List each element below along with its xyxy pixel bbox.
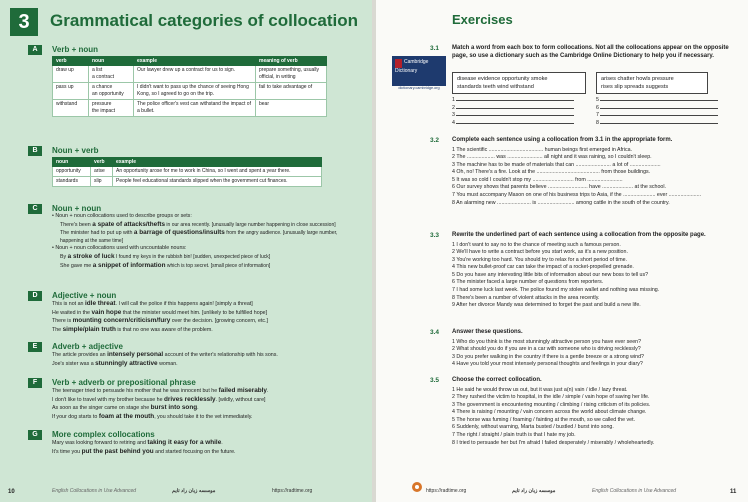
list-item: 7 I had some luck last week. The police found my stolen wallet and nothing was missing. bbox=[452, 287, 660, 294]
section-title-g: More complex collocations bbox=[52, 430, 155, 439]
section-badge-b: B bbox=[28, 146, 42, 156]
table-cell: standards bbox=[53, 177, 91, 187]
example-sentence: She gave me a snippet of information which is top secret. [small piece of information] bbox=[60, 261, 271, 269]
answer-blank[interactable]: 6 bbox=[596, 105, 736, 113]
col-header: example bbox=[134, 57, 256, 66]
section-title-c: Noun + noun bbox=[52, 204, 102, 213]
answer-blank[interactable]: 2 bbox=[452, 105, 592, 113]
list-item: 2 They rushed the victim to hospital, in the idle / simple / vain hope of saving her life. bbox=[452, 394, 650, 401]
table-cell: withstand bbox=[53, 100, 89, 117]
list-item: 9 After her divorce Mandy was determined to forget the past and build a new life. bbox=[452, 302, 641, 309]
table-cell: An opportunity arose for me to work in China, so I went and spent a year there. bbox=[113, 167, 322, 177]
table-cell: opportunity bbox=[53, 167, 91, 177]
shield-icon bbox=[395, 59, 402, 68]
exercise-3-3: Rewrite the underlined part of each sentence using a collocation from the opposite page. 1 I don't want to say no to the chance of meeting such a famous person. 2 We'll have to write a contract before you start work, as it's a new position. 3 You're working too hard. You should try to relax for a short period of time. 4 This new bullet-proof car can take the impact of a rocket-propelled grenade. 5 Do you have any interesting little bits of information about our new boss to tell us? 6 The minister faced a large number of questions from reporters. 7 I had some luck last week. The police found my stolen wallet and nothing was missing. 8 There's been a number of violent attacks in the area recently. 9 After her divorce Mandy was determined to forget the past and build a new life. bbox=[452, 232, 742, 310]
example-sentence: The article provides an intensely personal account of the writer's relationship with his sons. bbox=[52, 351, 278, 358]
radtime-logo-icon bbox=[412, 482, 422, 492]
table-cell: draw up bbox=[53, 66, 89, 83]
list-item: 4 This new bullet-proof car can take the impact of a rocket-propelled grenade. bbox=[452, 264, 634, 271]
exercise-3-2: Complete each sentence using a collocation from 3.1 in the appropriate form. 1 The scientific ..................................... human beings first emerged in Africa. 2 The ................... was ........................ all night and it was raining, so I couldn't sleep. 3 The machine has to be made of materials that can ........................ a lot of ..................... 4 Oh, no! There's a fire. Look at the ........................................... from those buildings. 5 It was so cold I couldn't stop my ............................ from ........................ 6 Our survey shows that parents believe ........................... have ..................... at the school. 7 You must accompany Mason on one of his business trips to Asia, if the ...................... ever ...................... 8 An alarming new ....................... is ......................... among cattle in the south of the country. bbox=[452, 137, 742, 207]
example-sentence: Mary was looking forward to retiring and taking it easy for a while. bbox=[52, 439, 223, 446]
list-item: 4 Have you told your most intensely personal thoughts and feelings in your diary? bbox=[452, 361, 643, 368]
exercises-title: Exercises bbox=[452, 12, 513, 27]
section-badge-e: E bbox=[28, 342, 42, 352]
example-sentence: He waited in the vain hope that the minister would meet him. [unlikely to be fulfilled hope] bbox=[52, 308, 268, 316]
exercise-3-1-instructions: Match a word from each box to form collocations. Not all the collocations appear on the opposite page, so use a dictionary such as the Cambridge Online Dictionary to help you if necessary. bbox=[452, 45, 729, 59]
table-cell: Our lawyer drew up a contract for us to sign. bbox=[134, 66, 256, 83]
col-header: noun bbox=[89, 57, 134, 66]
section-title-a: Verb + noun bbox=[52, 45, 99, 54]
exercise-number: 3.5 bbox=[430, 377, 440, 384]
footer-publisher: موسسه زبان راد تایم bbox=[512, 488, 556, 494]
list-item: 6 Our survey shows that parents believe ........................... have ..................... at the school. bbox=[452, 184, 667, 191]
footer-book-title: English Collocations in Use Advanced bbox=[592, 488, 677, 494]
exercise-number: 3.3 bbox=[430, 232, 440, 239]
list-item: 1 Who do you think is the most stunningly attractive person you have ever seen? bbox=[452, 338, 642, 345]
table-cell: pressure the impact bbox=[89, 100, 134, 117]
answer-blank[interactable]: 8 bbox=[596, 120, 736, 128]
chapter-title: Grammatical categories of collocation bbox=[50, 11, 358, 30]
section-badge-g: G bbox=[28, 430, 42, 440]
table-row bbox=[53, 100, 327, 117]
section-title-e: Adverb + adjective bbox=[52, 342, 123, 351]
table-cell: The police officer's vest can withstand the impact of a bullet. bbox=[134, 100, 256, 117]
section-body-g bbox=[52, 439, 362, 456]
example-sentence: It's time you put the past behind you and started focusing on the future. bbox=[52, 447, 236, 455]
list-item: 7 You must accompany Mason on one of his business trips to Asia, if the ...................... ever ...................... bbox=[452, 192, 702, 199]
dictionary-url[interactable]: dictionary.cambridge.org bbox=[398, 86, 440, 90]
example-sentence: The minister had to put up with a barrage of questions/insults from the angry audience. [unusually large number, happening at the same time] bbox=[60, 229, 338, 244]
section-body-f bbox=[52, 387, 362, 421]
example-sentence: By a stroke of luck I found my keys in the rubbish bin! [sudden, unexpected piece of luck] bbox=[60, 252, 271, 260]
list-item: 5 The horse was fuming / foaming / fainting at the mouth, so we called the vet. bbox=[452, 416, 636, 423]
table-cell: arise bbox=[91, 167, 113, 177]
col-header: example bbox=[113, 158, 322, 167]
list-item: 6 Suddenly, without warning, Marta busted / bustled / burst into song. bbox=[452, 424, 614, 431]
section-body-e bbox=[52, 351, 362, 368]
table-row bbox=[53, 167, 322, 177]
example-sentence: The simple/plain truth is that no one was aware of the problem. bbox=[52, 325, 213, 333]
list-item: 2 We'll have to write a contract before you start work, as it's a new position. bbox=[452, 249, 628, 256]
section-body-c bbox=[52, 213, 362, 270]
example-sentence: I don't like to travel with my brother because he drives recklessly. [wildly, without care] bbox=[52, 395, 266, 403]
list-item: 7 The right / straight / plain truth is that I hate my job. bbox=[452, 432, 576, 439]
list-item: 1 The scientific ..................................... human beings first emerged in Africa. bbox=[452, 146, 633, 153]
footer-book-title: English Collocations in Use Advanced bbox=[52, 488, 137, 494]
list-item: 5 It was so cold I couldn't stop my ............................ from ........................ bbox=[452, 176, 623, 183]
list-item: 1 He said he would throw us out, but it was just a(n) vain / idle / lazy threat. bbox=[452, 386, 628, 393]
table-cell: People feel educational standards slipped when the government cut finances. bbox=[113, 177, 322, 187]
example-sentence: As soon as the singer came on stage she burst into song. bbox=[52, 404, 199, 412]
answer-blanks-right bbox=[596, 97, 736, 127]
table-cell: slip bbox=[91, 177, 113, 187]
table-cell: fail to take advantage of bbox=[256, 83, 327, 100]
list-item: 8 I tried to persuade her but I'm afraid I failed desperately / miserably / wholeheartedly. bbox=[452, 439, 655, 446]
table-row bbox=[53, 66, 327, 83]
table-row bbox=[53, 83, 327, 100]
exercise-number: 3.4 bbox=[430, 329, 440, 336]
section-badge-d: D bbox=[28, 291, 42, 301]
answer-blank[interactable]: 3 bbox=[452, 112, 592, 120]
table-cell: a chance an opportunity bbox=[89, 83, 134, 100]
section-badge-c: C bbox=[28, 204, 42, 214]
table-cell: a list a contract bbox=[89, 66, 134, 83]
table-row bbox=[53, 177, 322, 187]
example-sentence: If your dog starts to foam at the mouth, you should take it to the vet immediately. bbox=[52, 412, 253, 420]
col-header: meaning of verb bbox=[256, 57, 327, 66]
verb-noun-table bbox=[52, 56, 327, 117]
table-cell: pass up bbox=[53, 83, 89, 100]
col-header: noun bbox=[53, 158, 91, 167]
list-item: 4 There is raising / mounting / vain concern across the world about climate change. bbox=[452, 409, 647, 416]
list-item: 8 An alarming new ....................... is ......................... among cattle in the south of the country. bbox=[452, 199, 670, 206]
page-number-right: 11 bbox=[730, 489, 737, 495]
exercise-number: 3.2 bbox=[430, 137, 440, 144]
footer-publisher: موسسه زبان راد تایم bbox=[172, 488, 216, 494]
col-header: verb bbox=[53, 57, 89, 66]
table-cell: I didn't want to pass up the chance of seeing Hong Kong, so I agreed to go on the trip. bbox=[134, 83, 256, 100]
exercise-number: 3.1 bbox=[430, 45, 440, 52]
section-badge-f: F bbox=[28, 378, 42, 388]
answer-blank[interactable]: 5 bbox=[596, 97, 736, 105]
list-item: 5 Do you have any interesting little bits of information about our new boss to tell us? bbox=[452, 271, 649, 278]
list-item: 2 What should you do if you are in a car with someone who is driving recklessly? bbox=[452, 346, 641, 353]
footer-url[interactable]: https://radtime.org bbox=[272, 488, 313, 494]
table-cell: bear bbox=[256, 100, 327, 117]
example-sentence: There's been a spate of attacks/thefts in our area recently. [unusually large number happening in close succession] bbox=[60, 220, 336, 228]
list-item: 6 The minister faced a large number of questions from reporters. bbox=[452, 279, 604, 286]
chapter-number: 3 bbox=[10, 8, 38, 36]
exercise-3-4: Answer these questions. 1 Who do you think is the most stunningly attractive person you have ever seen? 2 What should you do if you are in a car with someone who is driving recklessly? 3 Do you prefer walking in the country if there is a gentle breeze or a strong wind? 4 Have you told your most intensely personal thoughts and feelings in your diary? bbox=[452, 329, 742, 369]
example-sentence: This is not an idle threat. I will call the police if this happens again! [simply a threat] bbox=[52, 300, 253, 307]
list-item: 3 You're working too hard. You should try to relax for a short period of time. bbox=[452, 256, 628, 263]
section-badge-a: A bbox=[28, 45, 42, 55]
example-sentence: There is mounting concern/criticism/fury over the decision. [growing concern, etc.] bbox=[52, 317, 269, 325]
list-item: 1 I don't want to say no to the chance of meeting such a famous person. bbox=[452, 241, 621, 248]
list-item: 4 Oh, no! There's a fire. Look at the ........................................... from those buildings. bbox=[452, 169, 651, 176]
table-cell: prepare something, usually official, in writing bbox=[256, 66, 327, 83]
answer-blank[interactable]: 1 bbox=[452, 97, 592, 105]
list-item: 2 The ................... was ........................ all night and it was raining, so I couldn't sleep. bbox=[452, 154, 652, 161]
word-box-1: disease evidence opportunity smoke standards teeth wind withstand bbox=[452, 72, 586, 94]
chapter-header bbox=[0, 8, 372, 36]
bullet-point: • Noun + noun collocations used with uncountable nouns: bbox=[52, 245, 187, 252]
section-title-b: Noun + verb bbox=[52, 146, 99, 155]
exercise-3-5: Choose the correct collocation. 1 He said he would throw us out, but it was just a(n) vain / idle / lazy threat. 2 They rushed the victim to hospital, in the idle / simple / vain hope of saving her life. 3 The government is encountering mounting / climbing / rising criticism of its policies. 4 There is raising / mounting / vain concern across the world about climate change. 5 The horse was fuming / foaming / fainting at the mouth, so we called the vet. 6 Suddenly, without warning, Marta busted / bustled / burst into song. 7 The right / straight / plain truth is that I hate my job. 8 I tried to persuade her but I'm afraid I failed desperately / miserably / wholeheartedly. bbox=[452, 377, 742, 447]
section-title-f: Verb + adverb or prepositional phrase bbox=[52, 378, 196, 387]
example-sentence: The teenager tried to persuade his mother that he was innocent but he failed miserably. bbox=[52, 387, 269, 394]
example-sentence: Joe's sister was a stunningly attractive woman. bbox=[52, 359, 178, 367]
list-item: 3 The machine has to be made of materials that can ........................ a lot of ..................... bbox=[452, 161, 661, 168]
section-body-d bbox=[52, 300, 362, 334]
answer-blanks-left bbox=[452, 97, 592, 127]
col-header: verb bbox=[91, 158, 113, 167]
section-title-d: Adjective + noun bbox=[52, 291, 117, 300]
cambridge-dictionary-logo: Cambridge Dictionary bbox=[392, 56, 446, 86]
list-item: 8 There's been a number of violent attacks in the area recently. bbox=[452, 294, 600, 301]
list-item: 3 Do you prefer walking in the country if there is a gentle breeze or a strong wind? bbox=[452, 353, 644, 360]
page-number-left: 10 bbox=[8, 489, 15, 495]
bullet-point: • Noun + noun collocations used to describe groups or sets: bbox=[52, 213, 192, 219]
list-item: 3 The government is encountering mounting / climbing / rising criticism of its policies. bbox=[452, 401, 651, 408]
answer-blank[interactable]: 7 bbox=[596, 112, 736, 120]
answer-blank[interactable]: 4 bbox=[452, 120, 592, 128]
footer-url[interactable]: https://radtime.org bbox=[426, 488, 467, 494]
word-box-2: arises chatter howls pressure rises slip spreads suggests bbox=[596, 72, 708, 94]
noun-verb-table bbox=[52, 157, 322, 187]
